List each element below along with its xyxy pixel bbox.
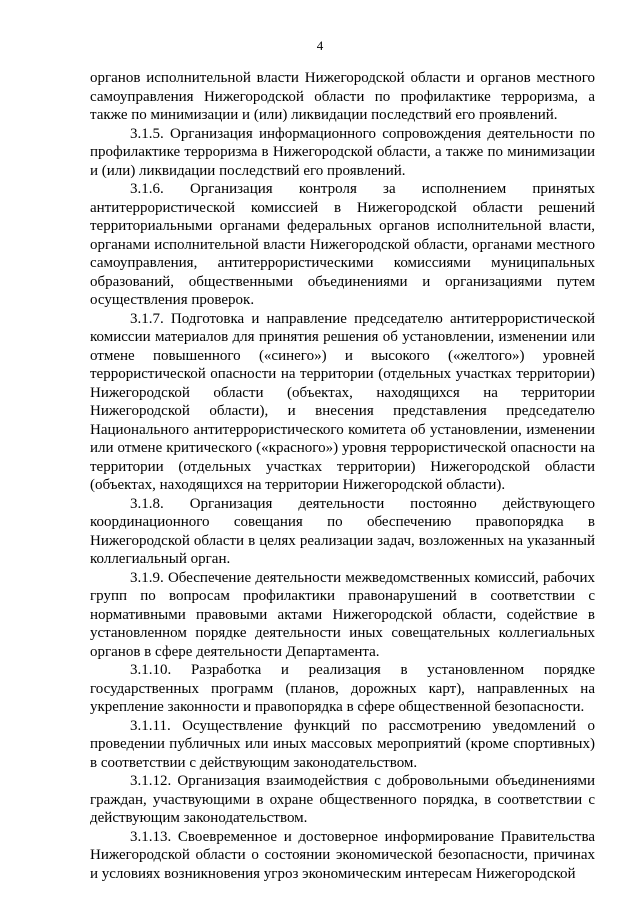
paragraph-3-1-11: 3.1.11. Осуществление функций по рассмотрению уведомлений о проведении публичных или иных массовых мероприятий (кроме спортивных) в соответствии с действующим законодательством.: [90, 717, 595, 771]
paragraph-3-1-8: 3.1.8. Организация деятельности постоянно действующего координационного совещания по обеспечению правопорядка в Нижегородской области в целях реализации задач, возложенных на указанный коллегиальный орган.: [90, 495, 595, 567]
paragraph-3-1-7: 3.1.7. Подготовка и направление председателю антитеррористической комиссии материалов для принятия решения об установлении, изменении или отмене повышенного («синего») и высокого («желтого») уровней террористической опасности на территории (отдельных участках территории) Нижегородской области (объектах, находящихся на территории Нижегородской области), и внесения представления председателю Национального антитеррористического комитета об установлении, изменении или отмене критического («красного») уровня террористической опасности на территории (отдельных участках территории) Нижегородской области (объектах, находящихся на территории Нижегородской области).: [90, 310, 595, 493]
page-number: 4: [316, 38, 324, 53]
paragraph-3-1-5: 3.1.5. Организация информационного сопровождения деятельности по профилактике терроризма в Нижегородской области, а также по минимизации и (или) ликвидации последствий его проявлений.: [90, 125, 595, 179]
paragraph-3-1-12: 3.1.12. Организация взаимодействия с добровольными объединениями граждан, участвующими в охране общественного порядка, в соответствии с действующим законодательством.: [90, 773, 595, 826]
paragraph-3-1-13: 3.1.13. Своевременное и достоверное информирование Правительства Нижегородской области о состоянии экономической безопасности, причинах и условиях возникновения угроз экономическим интересам Нижегородской: [90, 828, 595, 882]
paragraph-3-1-9: 3.1.9. Обеспечение деятельности межведомственных комиссий, рабочих групп по вопросам профилактики правонарушений в соответствии с нормативными правовыми актами Нижегородской области, содействие в установленном порядке деятельности иных совещательных коллегиальных органов в сфере деятельности Департамента.: [90, 569, 595, 660]
document-body: [90, 69, 595, 883]
paragraph-continuation: органов исполнительной власти Нижегородской области и органов местного самоуправления Нижегородской области по профилактике терроризма, а также по минимизации и (или) ликвидации последствий его проявлений.: [90, 70, 595, 123]
paragraph-3-1-10: 3.1.10. Разработка и реализация в установленном порядке государственных программ (планов, дорожных карт), направленных на укрепление законности и правопорядка в сфере общественной безопасности.: [90, 662, 595, 715]
paragraph-3-1-6: 3.1.6. Организация контроля за исполнением принятых антитеррористической комиссией в Нижегородской области решений территориальными органами федеральных органов исполнительной власти, органами исполнительной власти Нижегородской области, органами местного самоуправления, антитеррористическими комиссиями муниципальных образований, общественными объединениями и организациями путем осуществления проверок.: [90, 181, 595, 308]
